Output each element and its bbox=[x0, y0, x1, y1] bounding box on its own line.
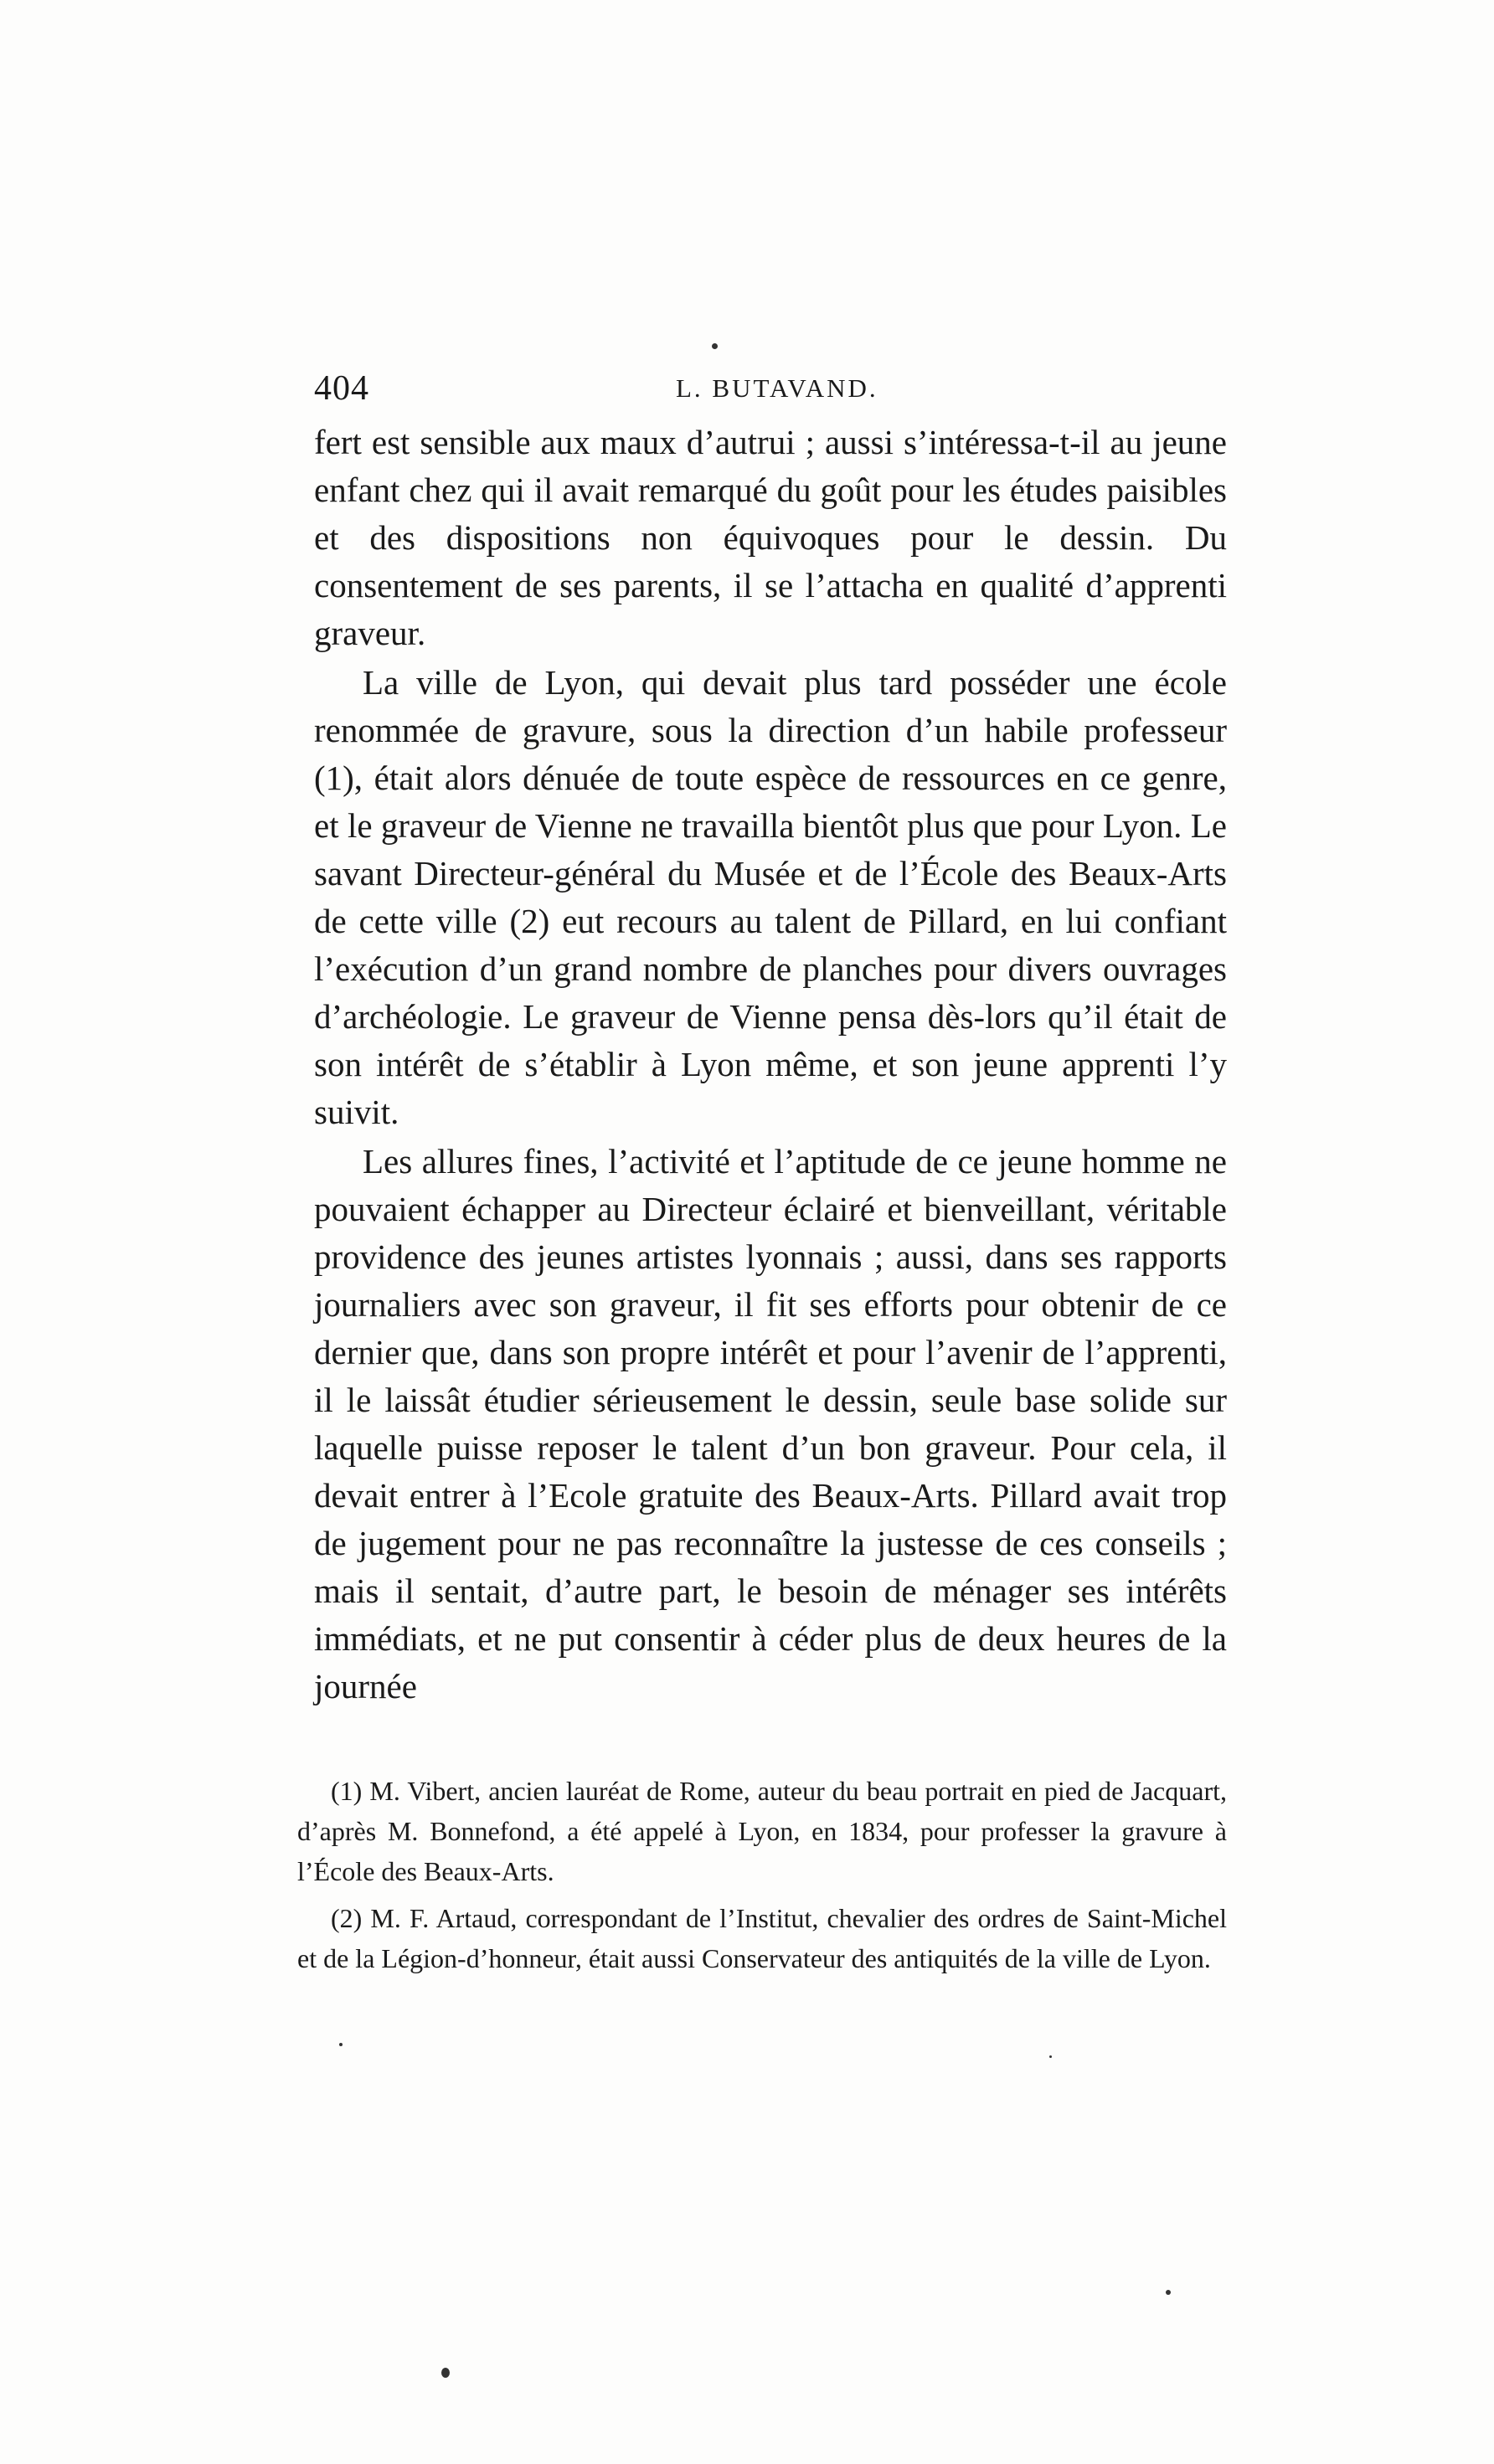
scan-speck bbox=[1166, 2290, 1171, 2295]
scan-speck bbox=[339, 2043, 343, 2046]
scan-speck bbox=[1049, 2055, 1052, 2058]
running-head: L. BUTAVAND. bbox=[676, 373, 878, 403]
page-number: 404 bbox=[314, 369, 369, 408]
paragraph-1: fert est sensible aux maux d’autrui ; aussi s’intéressa-t-il au jeune enfant chez qui il avait remarqué du goût pour les études paisibles et des dispositions non équivoques pour le dessin. Du consentement de ses parents, il se l’attacha en qualité d’apprenti graveur. bbox=[314, 423, 1227, 652]
paragraph-3: Les allures fines, l’activité et l’aptitude de ce jeune homme ne pouvaient échapper au Directeur éclairé et bienveillant, véritable providence des jeunes artistes lyonnais ; aussi, dans ses rapports journaliers avec son graveur, il fit ses efforts pour obtenir de ce dernier que, dans son propre intérêt et pour l’avenir de l’apprenti, il le laissât étudier sérieusement le dessin, seule base solide sur laquelle puisse reposer le talent d’un bon graveur. Pour cela, il devait entrer à l’Ecole gratuite des Beaux-Arts. Pillard avait trop de jugement pour ne pas reconnaître la justesse de ces conseils ; mais il sentait, d’autre part, le besoin de ménager ses intérêts immédiats, et ne put consentir à céder plus de deux heures de la journée bbox=[314, 1142, 1227, 1705]
scan-speck bbox=[441, 2368, 450, 2378]
body-text bbox=[314, 419, 1227, 1710]
scan-speck bbox=[712, 343, 718, 349]
paragraph-2: La ville de Lyon, qui devait plus tard posséder une école renommée de gravure, sous la direction d’un habile professeur (1), était alors dénuée de toute espèce de ressources en ce genre, et le graveur de Vienne ne travailla bientôt plus que pour Lyon. Le savant Directeur-général du Musée et de l’École des Beaux-Arts de cette ville (2) eut recours au talent de Pillard, en lui confiant l’exécution d’un grand nombre de planches pour divers ouvrages d’archéologie. Le graveur de Vienne pensa dès-lors qu’il était de son intérêt de s’établir à Lyon même, et son jeune apprenti l’y suivit. bbox=[314, 663, 1227, 1131]
footnote-1: (1) M. Vibert, ancien lauréat de Rome, auteur du beau portrait en pied de Jacquart, d’après M. Bonnefond, a été appelé à Lyon, en 1834, pour professer la gravure à l’École des Beaux-Arts. bbox=[297, 1776, 1227, 1886]
page-header bbox=[314, 368, 1227, 419]
footnotes bbox=[297, 1771, 1227, 1978]
footnote-2: (2) M. F. Artaud, correspondant de l’Institut, chevalier des ordres de Saint-Michel et de la Légion-d’honneur, était aussi Conservateur des antiquités de la ville de Lyon. bbox=[297, 1903, 1227, 1973]
